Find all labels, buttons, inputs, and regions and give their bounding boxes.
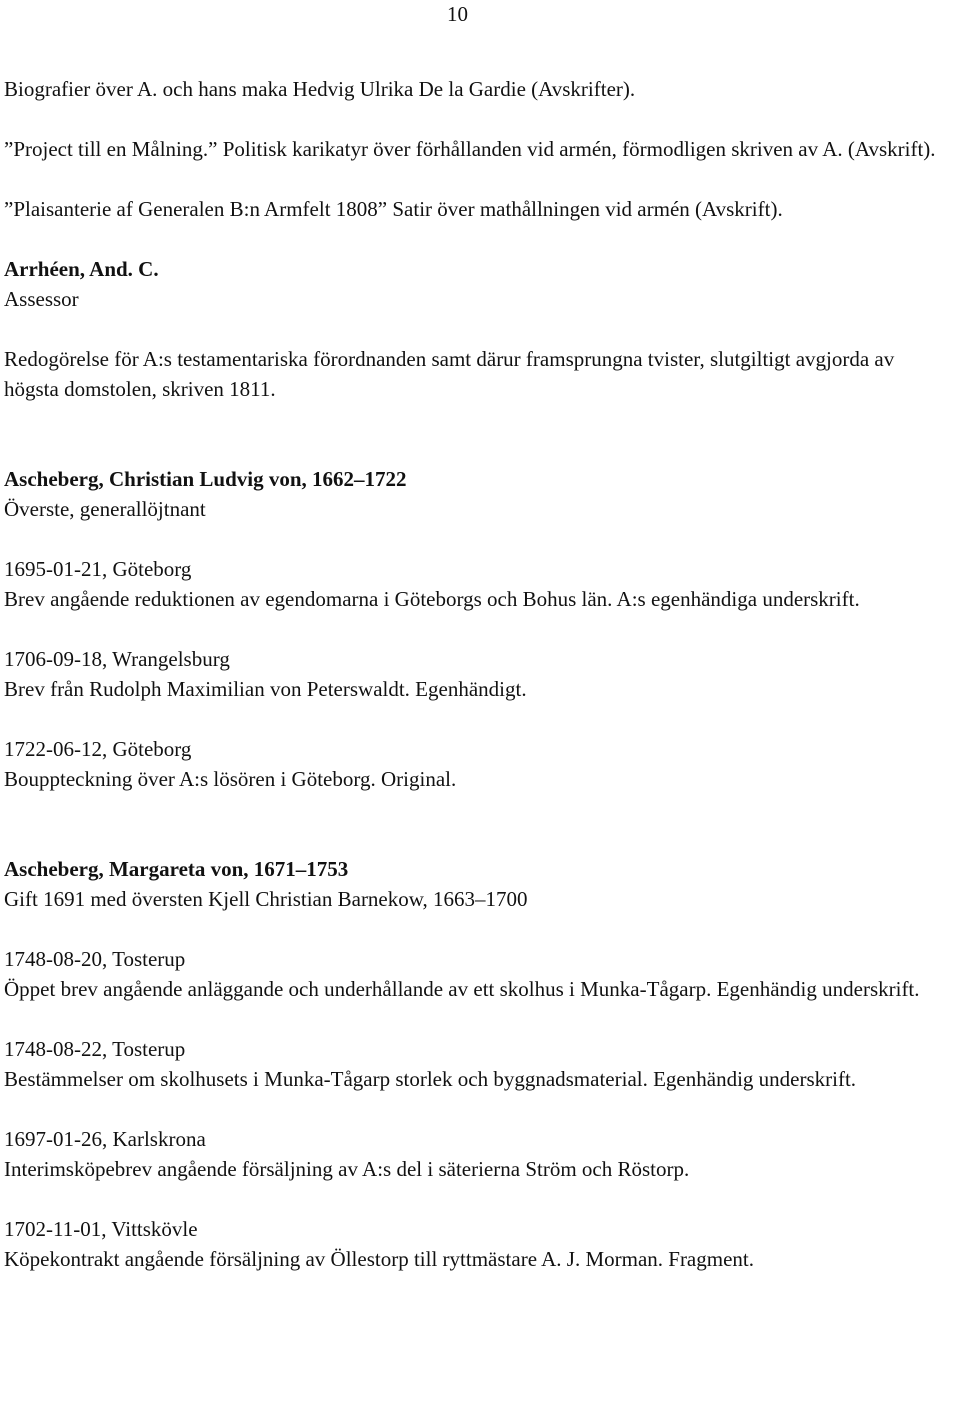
record bbox=[4, 554, 950, 614]
record bbox=[4, 644, 950, 704]
record-date-place: 1695-01-21, Göteborg bbox=[4, 557, 192, 581]
record bbox=[4, 1124, 950, 1184]
record-text: Redogörelse för A:s testamentariska förordnanden samt därur framsprungna tvister, slutgiltigt avgjorda av högsta domstolen, skriven 1811. bbox=[4, 347, 895, 401]
person-entry bbox=[4, 464, 950, 524]
record-date-place: 1748-08-20, Tosterup bbox=[4, 947, 186, 971]
record-date-place: 1748-08-22, Tosterup bbox=[4, 1037, 186, 1061]
record-text: Bouppteckning över A:s lösören i Göteborg. Original. bbox=[4, 767, 457, 791]
record-date-place: 1702-11-01, Vittskövle bbox=[4, 1217, 198, 1241]
person-title: Assessor bbox=[4, 287, 79, 311]
person-entry bbox=[4, 254, 950, 314]
record-date-place: 1706-09-18, Wrangelsburg bbox=[4, 647, 230, 671]
record-text: Öppet brev angående anläggande och underhållande av ett skolhus i Munka-Tågarp. Egenhändig underskrift. bbox=[4, 977, 920, 1001]
document-body bbox=[4, 74, 950, 1274]
intro-item: ”Project till en Målning.” Politisk karikatyr över förhållanden vid armén, förmodligen skriven av A. (Avskrift). bbox=[4, 137, 936, 161]
page-number: 10 bbox=[447, 2, 468, 26]
record bbox=[4, 344, 950, 404]
record-date-place: 1722-06-12, Göteborg bbox=[4, 737, 192, 761]
record bbox=[4, 734, 950, 794]
record-text: Brev angående reduktionen av egendomarna i Göteborgs och Bohus län. A:s egenhändiga underskrift. bbox=[4, 587, 860, 611]
record-text: Bestämmelser om skolhusets i Munka-Tågarp storlek och byggnadsmaterial. Egenhändig underskrift. bbox=[4, 1067, 857, 1091]
record-date-place: 1697-01-26, Karlskrona bbox=[4, 1127, 206, 1151]
person-name: Ascheberg, Margareta von, 1671–1753 bbox=[4, 857, 349, 881]
record bbox=[4, 1214, 950, 1274]
person-entry bbox=[4, 854, 950, 914]
person-name: Ascheberg, Christian Ludvig von, 1662–1722 bbox=[4, 467, 407, 491]
record bbox=[4, 1034, 950, 1094]
record-text: Brev från Rudolph Maximilian von Peterswaldt. Egenhändigt. bbox=[4, 677, 527, 701]
record-text: Interimsköpebrev angående försäljning av A:s del i säterierna Ström och Röstorp. bbox=[4, 1157, 690, 1181]
person-title: Överste, generallöjtnant bbox=[4, 497, 206, 521]
intro-item: Biografier över A. och hans maka Hedvig Ulrika De la Gardie (Avskrifter). bbox=[4, 77, 636, 101]
person-name: Arrhéen, And. C. bbox=[4, 257, 159, 281]
record bbox=[4, 944, 950, 1004]
person-title: Gift 1691 med översten Kjell Christian Barnekow, 1663–1700 bbox=[4, 887, 528, 911]
record-text: Köpekontrakt angående försäljning av Öllestorp till ryttmästare A. J. Morman. Fragment. bbox=[4, 1247, 754, 1271]
intro-item: ”Plaisanterie af Generalen B:n Armfelt 1808” Satir över mathållningen vid armén (Avskrift). bbox=[4, 197, 783, 221]
